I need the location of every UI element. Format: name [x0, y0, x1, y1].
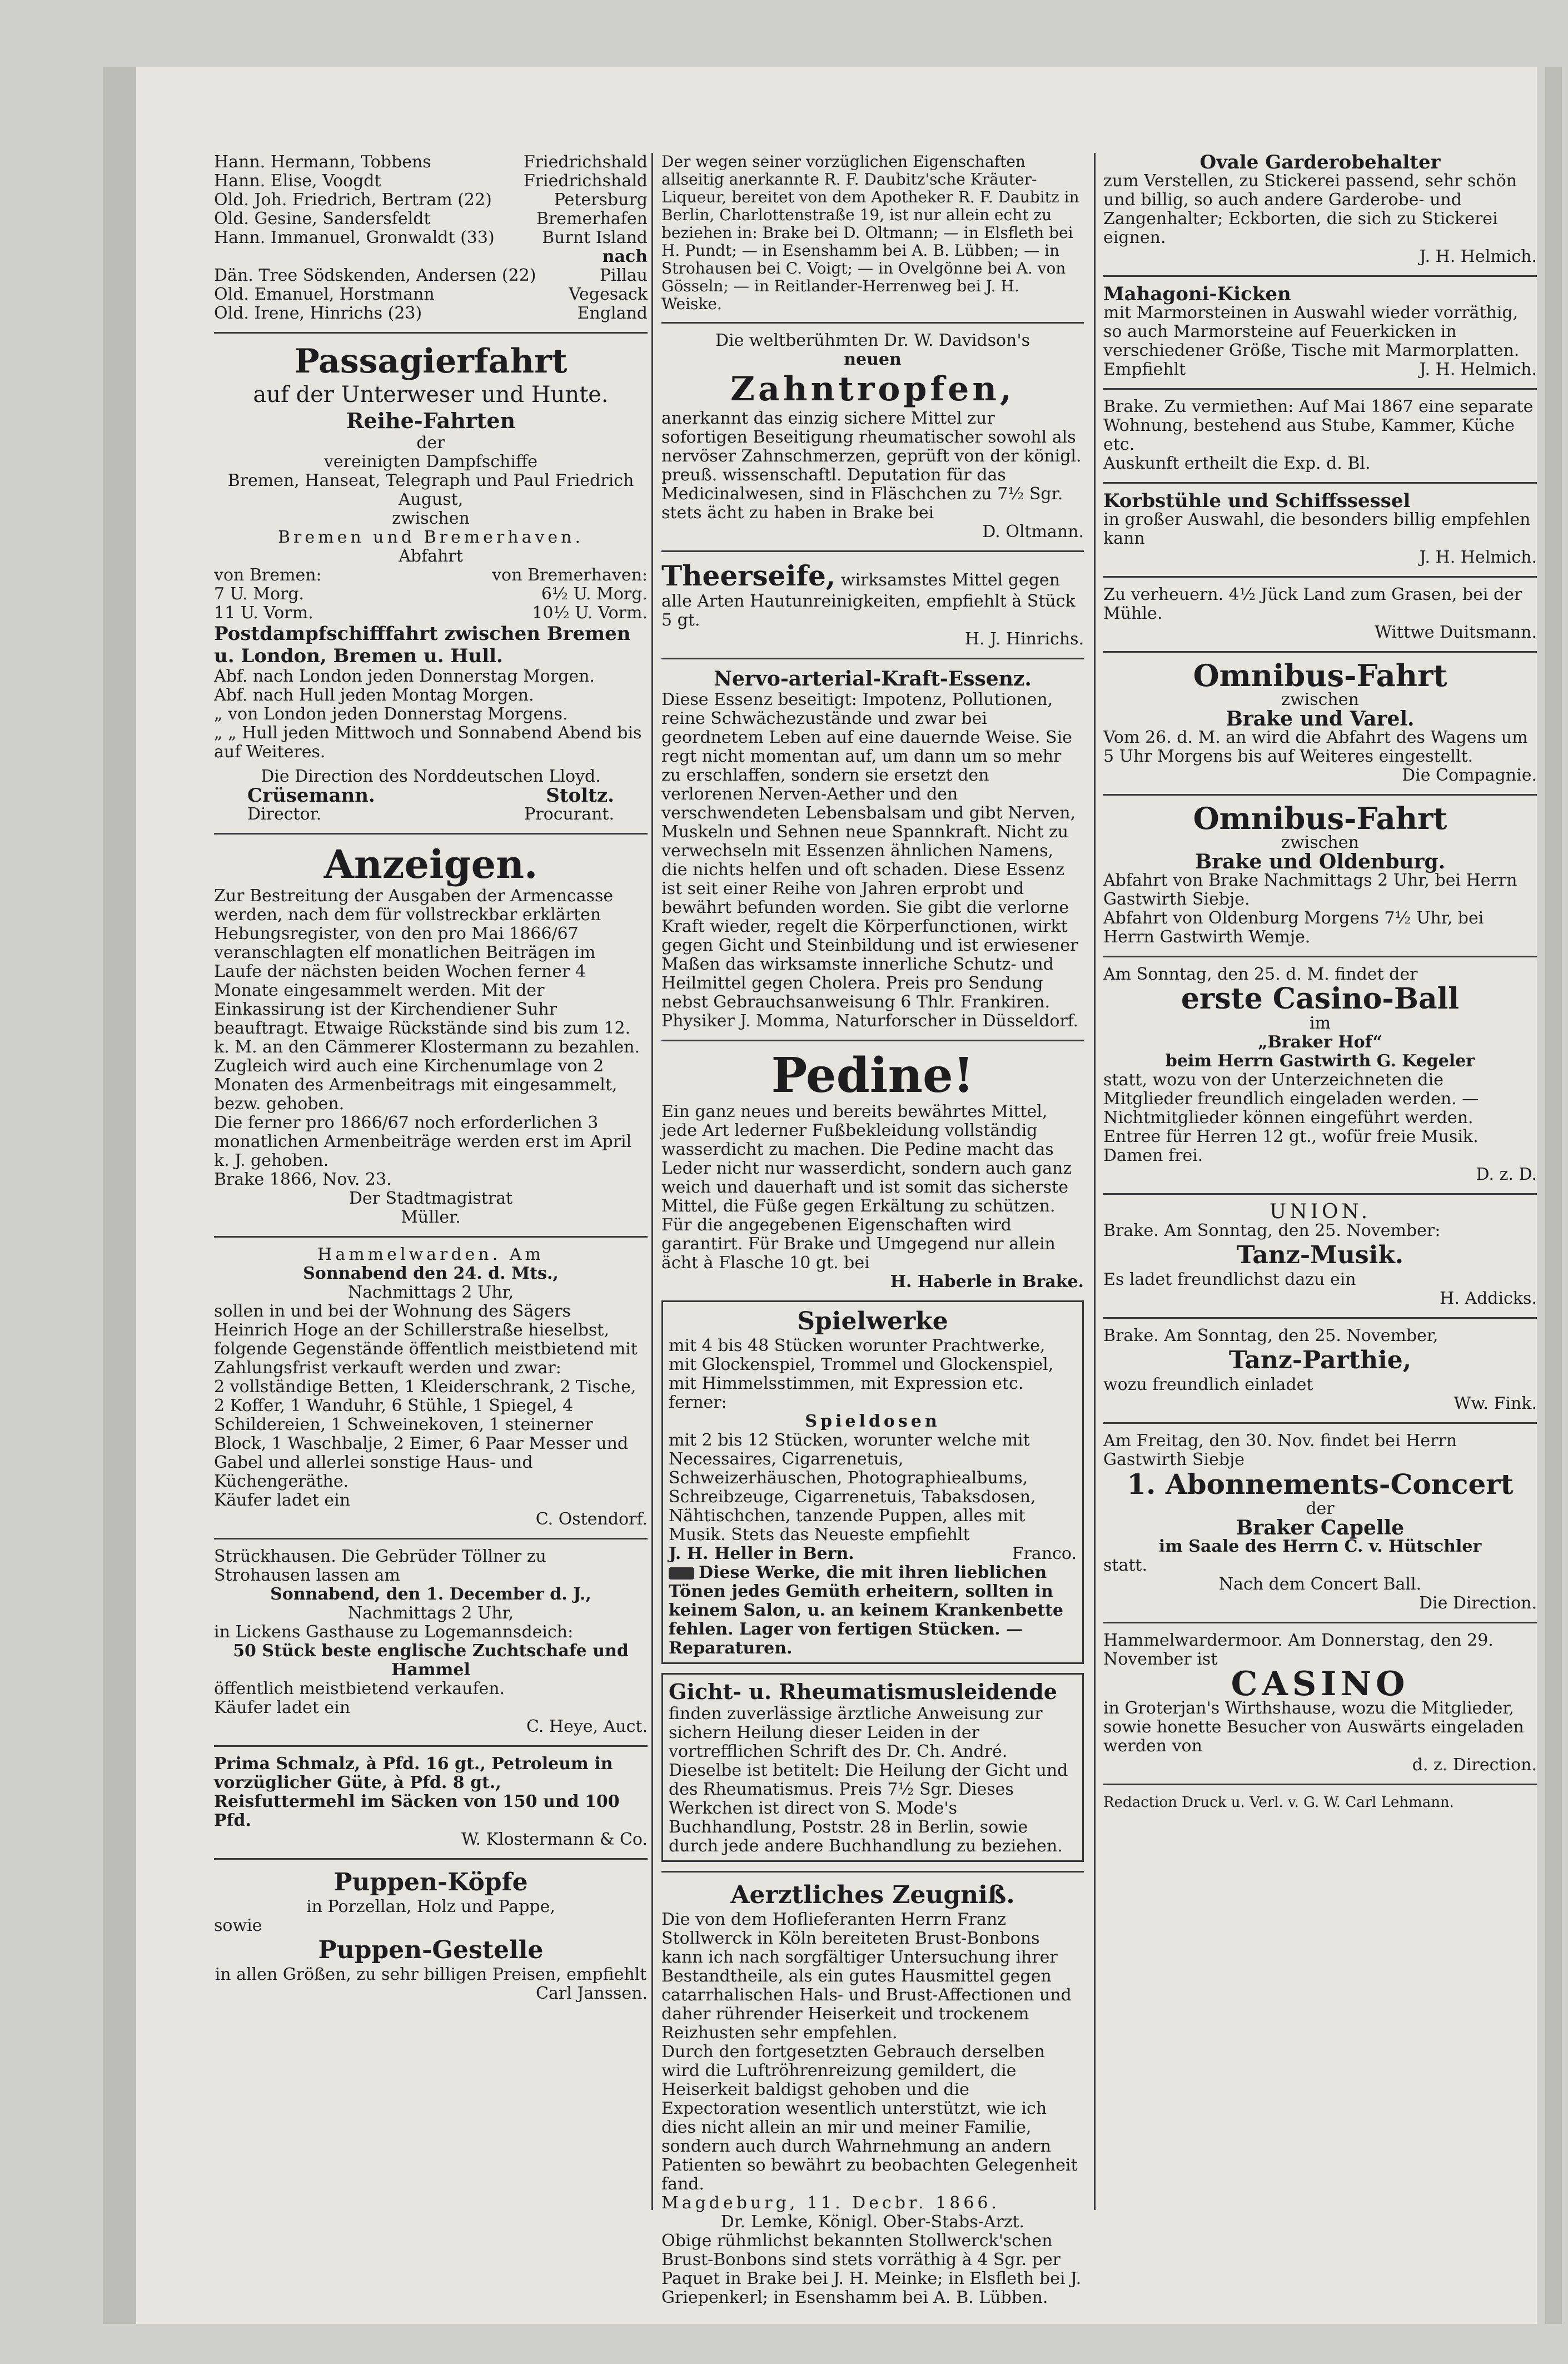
ship-port: Pillau [599, 266, 648, 285]
timetable-row: 7 U. Morg. 6½ U. Morg. [214, 584, 648, 604]
concert-pre: Am Freitag, den 30. Nov. findet bei Herrn Gastwirth Siebje [1103, 1431, 1457, 1469]
partie-text: wozu freundlich einladet [1103, 1375, 1313, 1394]
omni2-route: Brake und Oldenburg. [1194, 850, 1446, 873]
anzeigen-notice [214, 842, 648, 1227]
pedine-title: Pedine! [771, 1047, 974, 1104]
omni2-text2: Abfahrt von Oldenburg Morgens 7½ Uhr, bei Herrn Gastwirth Wemje. [1103, 908, 1484, 947]
gicht-text: finden zuverlässige ärztliche Anweisung zur sichern Heilung dieser Leiden in der vortrefflichen Schrift des Dr. Ch. André. Dieselbe ist betitelt: Die Heilung der Gicht und des Rheumatismus. Preis 7½ Sgr. Dieses Werkchen ist direct von S. Mode's Buchhandlung, Poststr. 28 in Berlin, sowie durch jede andere Buchhandlung zu beziehen. [669, 1704, 1068, 1856]
ovale-signer: J. H. Helmich. [1419, 247, 1537, 266]
casino2-text2: in Groterjan's Wirthshause, wozu die Mitglieder, sowie honette Besucher von Auswärts eingeladen werden von [1103, 1698, 1524, 1756]
timetable-header: von Bremen: von Bremerhaven: [214, 565, 648, 585]
theer-title: Theerseife, [661, 559, 836, 592]
page-edge-left [103, 67, 136, 2324]
union-ad [1103, 1200, 1537, 1308]
omni2-text: Abfahrt von Brake Nachmittags 2 Uhr, bei Herrn Gastwirth Siebje. [1103, 871, 1517, 909]
korb-title: Korbstühle und Schiffssessel [1103, 490, 1411, 512]
hammel-kaeufer: Käufer ladet ein [214, 1491, 351, 1510]
shipping-row [214, 247, 648, 266]
divider [1103, 956, 1537, 957]
omni2-zwischen: zwischen [1281, 833, 1359, 852]
partie-signer: Ww. Fink. [1453, 1394, 1537, 1413]
ship-port: Burnt Island [542, 228, 648, 247]
ship-name: Old. Irene, Hinrichs (23) [214, 304, 422, 323]
casino2-title: CASINO [1231, 1665, 1410, 1704]
anzeigen-signer: Der Stadtmagistrat [349, 1189, 513, 1208]
direction: Die Direction des Norddeutschen Lloyd. [261, 767, 601, 786]
schmalz-text: Prima Schmalz, à Pfd. 16 gt., Petroleum in vorzüglicher Güte, à Pfd. 8 gt., Reisfuttermehl im Säcken von 150 und 100 Pfd. [214, 1754, 620, 1830]
concert-ad [1103, 1432, 1537, 1613]
shipping-row [214, 229, 648, 247]
casino-title: erste Casino-Ball [1181, 982, 1460, 1016]
concert-hall: im Saale des Herrn C. v. Hütschler [1158, 1537, 1482, 1556]
divider [1103, 576, 1537, 578]
zahn-neuen: neuen [844, 350, 902, 369]
divider [661, 550, 1084, 552]
zahn-pre: Die weltberühmten Dr. W. Davidson's [715, 331, 1030, 350]
nervo-text: Diese Essenz beseitigt: Impotenz, Pollutionen, reine Schwächezustände und zwar bei geordnetem Leben auf eine dauernde Weise. Sie regt nicht momentan auf, um dann um so mehr zu erschlaffen, sondern sie ersetzt den verlorenen Nerven-Aether und den verschwendeten Lebensbalsam und gibt Nerven, Muskeln und Sehnen neue Spannkraft. Nicht zu verwechseln mit Essenzen ähnlichen Namens, die nichts helfen und oft schaden. Diese Essenz ist seit einer Reihe von Jahren erprobt und bewährt befunden worden. Sie gibt die verlorne Kraft wieder, regelt die Körperfunctionen, wirkt gegen Gicht und Steinbildung und ist erwiesener Maßen das wirksamste innerliche Schutz- und Heilmittel gegen Cholera. Preis pro Sendung nebst Gebrauchsanweisung 6 Thlr. Frankiren. Physiker J. Momma, Naturforscher in Düsseldorf. [661, 690, 1079, 1031]
union-signer: H. Addicks. [1440, 1289, 1537, 1308]
nervo-ad [661, 667, 1084, 1031]
partie-title: Tanz-Parthie, [1228, 1346, 1412, 1374]
ship-port: Vegesack [569, 285, 648, 304]
mahagoni-text: mit Marmorsteinen in Auswahl wieder vorräthig, so auch Marmorsteine auf Feuerkicken in verschiedener Größe, Tische mit Marmorplatten. [1103, 303, 1520, 360]
partie-line: Brake. Am Sonntag, den 25. November, [1103, 1326, 1438, 1345]
ship-name: Dän. Tree Södskenden, Andersen (22) [214, 266, 536, 285]
casino2-signer: d. z. Direction. [1412, 1755, 1537, 1775]
mahagoni-ad [1103, 285, 1537, 379]
zahn-signer: D. Oltmann. [982, 522, 1084, 542]
aerztlich-signer: Dr. Lemke, Königl. Ober-Stabs-Arzt. [720, 2212, 1025, 2232]
divider [1103, 1317, 1537, 1319]
anzeigen-place: Brake 1866, Nov. 23. [214, 1170, 392, 1189]
hammel-line1: Hammelwarden. Am [317, 1245, 544, 1264]
anzeigen-name: Müller. [401, 1208, 461, 1227]
ship-port: England [577, 304, 648, 323]
struck-text2: in Lickens Gasthause zu Logemannsdeich: [214, 1622, 574, 1642]
imprint: Redaction Druck u. Verl. v. G. W. Carl Lehmann. [1103, 1794, 1454, 1811]
divider [661, 322, 1084, 324]
spiel-text2: mit 2 bis 12 Stücken, worunter welche mit Necessaires, Cigarrenetuis, Schweizerhäuschen, Photographiealbums, Schreibzeuge, Cigarrenetuis, Tabaksdosen, Nähtischchen, tanzende Puppen, alles mit Musik. Stets das Neueste empfiehlt [669, 1431, 1036, 1544]
zahn-text: anerkannt das einzig sichere Mittel zur sofortigen Beseitigung rheumatischer sowohl als nervöser Zahnschmerzen, geprüft von der königl. preuß. wissenschaftl. Deputation für das Medicinalwesen, sind in Fläschchen zu 7½ Sgr. stets ächt zu haben in Brake bei [661, 409, 1082, 523]
struck-kaeufer: Käufer ladet ein [214, 1698, 351, 1717]
post-lines [214, 667, 648, 762]
union-line: Brake. Am Sonntag, den 25. November: [1103, 1221, 1441, 1240]
ship-port: Friedrichshald [523, 171, 648, 191]
reihe-title: Reihe-Fahrten [346, 408, 516, 433]
concert-der: der [1306, 1499, 1335, 1518]
mahagoni-title: Mahagoni-Kicken [1103, 283, 1291, 305]
divider [1103, 794, 1537, 796]
divider [661, 1040, 1084, 1041]
passagier-title: Passagierfahrt [294, 342, 568, 381]
casino-im: im [1309, 1014, 1331, 1033]
puppen-sub: in Porzellan, Holz und Pappe, [306, 1897, 555, 1916]
ovale-ad [1103, 153, 1537, 266]
divider [214, 833, 648, 835]
omni1-route: Brake und Varel. [1226, 707, 1415, 731]
omni1-zwischen: zwischen [1281, 690, 1359, 709]
omni1-text: Vom 26. d. M. an wird die Abfahrt des Wagens um 5 Uhr Morgens bis auf Weiteres eingestellt. [1103, 728, 1528, 766]
route: Bremen und Bremerhaven. [277, 528, 584, 547]
theer-signer: H. J. Hinrichs. [964, 629, 1084, 649]
divider [214, 1858, 648, 1860]
puppen-title2: Puppen-Gestelle [318, 1936, 544, 1964]
ship-name: Hann. Elise, Voogdt [214, 171, 381, 191]
ship-name: Old. Emanuel, Horstmann [214, 285, 435, 304]
ship-name: Hann. Hermann, Tobbens [214, 152, 431, 172]
divider [214, 1745, 648, 1747]
omni1-title: Omnibus-Fahrt [1193, 658, 1447, 693]
omnibus-oldenburg-ad [1103, 803, 1537, 947]
casino-text2: Entree für Herren 12 gt., wofür freie Musik. Damen frei. [1103, 1127, 1479, 1165]
der: der [416, 433, 445, 453]
vermieten-ad [1103, 398, 1537, 473]
schmalz-ad [214, 1755, 648, 1849]
omnibus-varel-ad [1103, 660, 1537, 785]
divider [1103, 1784, 1537, 1785]
aerztlich-text3: Obige rühmlichst bekannten Stollwerck'schen Brust-Bonbons sind stets vorräthig à 4 Sgr. per Paquet in Brake bei J. H. Meinke; in Elsfleth bei J. Griepenkerl; in Esenshamm bei A. B. Lübben. [661, 2231, 1082, 2307]
concert-ball: Nach dem Concert Ball. [1218, 1575, 1422, 1594]
aerztlich-title: Aerztliches Zeugniß. [730, 1881, 1015, 1909]
omni1-signer: Die Compagnie. [1402, 766, 1537, 785]
divider [661, 1871, 1084, 1873]
ship-port: nach [602, 247, 648, 266]
vermieten-note: Auskunft ertheilt die Exp. d. Bl. [1103, 454, 1371, 473]
aerztlich-place: Magdeburg, 11. Decbr. 1866. [661, 2193, 1000, 2213]
struck-signer: C. Heye, Auct. [526, 1717, 648, 1736]
divider [1103, 1193, 1537, 1195]
divider [1103, 1422, 1537, 1424]
shipping-row [214, 191, 648, 210]
aerztlich-text: Die von dem Hoflieferanten Herrn Franz Stollwerck in Köln bereiteten Brust-Bonbons kann ich nach sorgfältiger Untersuchung ihrer Bestandtheile, als ein gutes Hausmittel gegen catarrhalischen Hals- und Brust-Affectionen und daher rührender Heiserkeit und trockenem Reizhusten sehr empfehlen. [661, 1910, 1072, 2043]
shipping-row [214, 210, 648, 229]
ship-port: Bremerhafen [536, 209, 648, 229]
casino-host: beim Herrn Gastwirth G. Kegeler [1165, 1051, 1475, 1071]
post-line: „ von London jeden Donnerstag Morgens. [214, 704, 568, 724]
korb-ad [1103, 491, 1537, 567]
hammel-signer: C. Ostendorf. [535, 1509, 648, 1529]
vereinigten: vereinigten Dampfschiffe [323, 452, 538, 471]
casino-pre: Am Sonntag, den 25. d. M. findet der [1103, 965, 1418, 984]
verheuern-signer: Wittwe Duitsmann. [1375, 623, 1537, 642]
column-rule-1 [651, 153, 653, 2210]
timetable-row: 11 U. Vorm. 10½ U. Vorm. [214, 603, 648, 623]
divider [214, 1236, 648, 1238]
passagier-ad [214, 341, 648, 824]
hammel-date: Sonnabend den 24. d. Mts., [303, 1264, 559, 1283]
puppen-title: Puppen-Köpfe [333, 1868, 528, 1896]
spiel-title: Spielwerke [797, 1307, 948, 1335]
pedine-signer: H. Haberle in Brake. [890, 1272, 1084, 1292]
casino-ball-ad [1103, 965, 1537, 1184]
union-text: Es ladet freundlichst dazu ein [1103, 1270, 1356, 1289]
hammel-items: 2 vollständige Betten, 1 Kleiderschrank, 2 Tische, 2 Koffer, 1 Wanduhr, 6 Stühle, 1 Spiegel, 4 Schildereien, 1 Schweinekoven, 1 steinerner Block, 1 Waschbalje, 2 Eimer, 6 Paar Messer und Gabel und allerlei sonstige Haus- und Küchengeräthe. [214, 1377, 636, 1491]
puppen-ad [214, 1868, 648, 2003]
nervo-title: Nervo-arterial-Kraft-Essenz. [714, 667, 1032, 691]
mahagoni-empf: Empfiehlt [1103, 360, 1186, 379]
verheuern-ad [1103, 585, 1537, 642]
ovale-text: zum Verstellen, zu Stickerei passend, sehr schön und billig, so auch andere Garderobe- und Zangenhalter; Eckborten, die sich zu Stickerei eignen. [1103, 171, 1517, 247]
gicht-title: Gicht- u. Rheumatismusleidende [669, 1679, 1057, 1704]
korb-text: in großer Auswahl, die besonders billig empfehlen kann [1103, 510, 1531, 548]
hammel-time: Nachmittags 2 Uhr, [347, 1283, 514, 1302]
spiel-franco: Franco. [1012, 1544, 1077, 1563]
column-3 [1103, 153, 1537, 1812]
divider [214, 332, 648, 334]
casino-text: statt, wozu von der Unterzeichneten die Mitglieder freundlich eingeladen werden. — Nichtmitglieder können eingeführt werden. [1103, 1070, 1479, 1128]
divider [1103, 275, 1537, 277]
anzeigen-text2: Zugleich wird auch eine Kirchenumlage von 2 Monaten des Armenbeitrags mit eingesammelt, bezw. gehoben. [214, 1056, 618, 1114]
aerztlich-ad [661, 1880, 1084, 2307]
pedine-ad [661, 1049, 1084, 1292]
casino-hammel-ad [1103, 1631, 1537, 1775]
struck-auction [214, 1547, 648, 1736]
union-title: UNION. [1269, 1200, 1371, 1223]
korb-signer: J. H. Helmich. [1419, 548, 1537, 567]
pointing-hand-icon [669, 1567, 694, 1580]
vermieten-text: Brake. Zu vermiethen: Auf Mai 1867 eine separate Wohnung, bestehend aus Stube, Kammer, Küche etc. [1103, 397, 1534, 454]
aerztlich-text2: Durch den fortgesetzten Gebrauch derselben wird die Luftröhrenreizung gemildert, die Heiserkeit baldigst gehoben und die Expectoration wesentlich unterstützt, wie ich dies nicht allein an mir und meiner Familie, sondern auch durch Wahrnehmung an andern Patienten so bewährt zu beobachten Gelegenheit fand. [661, 2042, 1078, 2194]
schmalz-signer: W. Klostermann & Co. [461, 1830, 648, 1849]
shipping-row [214, 304, 648, 323]
shipping-row [214, 285, 648, 304]
puppen-signer: Carl Janssen. [536, 1984, 648, 2003]
mahagoni-signer-row [1103, 360, 1537, 379]
anzeigen-title: Anzeigen. [323, 841, 538, 887]
pedine-text: Ein ganz neues und bereits bewährtes Mittel, jede Art lederner Fußbekleidung vollständig wasserdicht zu machen. Die Pedine macht das Leder nicht nur wasserdicht, sondern auch ganz weich und dauerhaft und ist somit das sicherste Mittel, die Füße gegen Erkältung zu schützen. Für die angegebenen Eigenschaften wird garantirt. Für Brake und Umgegend nur allein ächt à Flasche 10 gt. bei [661, 1102, 1072, 1273]
ship-name: Old. Joh. Friedrich, Bertram (22) [214, 190, 492, 210]
divider [661, 658, 1084, 659]
ovale-title: Ovale Garderobehalter [1199, 151, 1441, 173]
struck-text: Strückhausen. Die Gebrüder Töllner zu Strohausen lassen am [214, 1547, 546, 1585]
column-rule-2 [1094, 153, 1096, 2210]
union-musik: Tanz-Musik. [1236, 1241, 1404, 1269]
ships: Bremen, Hanseat, Telegraph und Paul Friedrich August, [227, 471, 634, 509]
shipping-row [214, 266, 648, 285]
ship-name: Hann. Immanuel, Gronwaldt (33) [214, 228, 495, 247]
theer-ad [661, 560, 1084, 649]
struck-item: 50 Stück beste englische Zuchtschafe und Hammel [233, 1641, 629, 1680]
signature-roles: Director. Procurant. [247, 804, 614, 824]
concert-signer: Die Direction. [1418, 1593, 1537, 1613]
casino-signer: D. z. D. [1476, 1165, 1537, 1184]
concert-statt: statt. [1103, 1556, 1147, 1575]
spiel-text: mit 4 bis 48 Stücken worunter Prachtwerke, mit Glockenspiel, Trommel und Glockenspiel, mit Himmelsstimmen, mit Expression etc. ferner: [669, 1336, 1054, 1412]
zwischen: zwischen [392, 509, 470, 528]
divider [1103, 388, 1537, 390]
puppen-sowie: sowie [214, 1916, 262, 1935]
spiel-signer-row [669, 1544, 1077, 1563]
anzeigen-text: Zur Bestreitung der Ausgaben der Armencasse werden, nach dem für vollstreckbar erklärten Hebungsregister, von den pro Mai 1866/67 veranschlagten elf monatlichen Beiträgen im Laufe der nächsten beiden Wochen ferner 4 Monate eingesammelt werden. Mit der Einkassirung ist der Kirchendiener Suhr beauftragt. Etwaige Rückstände sind bis zum 12. k. M. an den Cämmerer Klostermann zu bezahlen. [214, 886, 640, 1057]
spiel-title2: Spieldosen [805, 1412, 940, 1431]
divider [1103, 651, 1537, 653]
casino-place: „Braker Hof“ [1258, 1032, 1382, 1052]
page-edge-right [1545, 67, 1562, 2324]
struck-date: Sonnabend, den 1. December d. J., [270, 1585, 591, 1604]
shipping-list [214, 153, 648, 323]
abfahrt: Abfahrt [399, 547, 463, 566]
gicht-ad [661, 1673, 1084, 1862]
ship-port: Friedrichshald [523, 152, 648, 172]
struck-time: Nachmittags 2 Uhr, [347, 1603, 514, 1623]
concert-title: 1. Abonnements-Concert [1127, 1468, 1514, 1501]
puppen-text: in allen Größen, zu sehr billigen Preisen, empfiehlt [215, 1965, 647, 1984]
hammel-auction [214, 1245, 648, 1529]
post-line: „ „ Hull jeden Mittwoch und Sonnabend Abend bis auf Weiteres. [214, 723, 642, 762]
zahn-ad [661, 331, 1084, 542]
liqueur-ad: Der wegen seiner vorzüglichen Eigenschaften allseitig anerkannte R. F. Daubitz'sche Kräuter-Liqueur, bereitet von dem Apotheker R. F. Daubitz in Berlin, Charlottenstraße 19, ist nur allein echt zu beziehen in: Brake bei D. Oltmann; — in Elsfleth bei H. Pundt; — in Esenshamm bei A. B. Lübben; — in Strohausen bei C. Voigt; — in Ovelgönne bei A. von Gösseln; — in Reitlander-Herrenweg bei J. H. Weiske. [661, 152, 1079, 313]
column-2 [661, 153, 1084, 2316]
column-1 [214, 153, 648, 2012]
anzeigen-text3: Die ferner pro 1866/67 noch erforderlichen 3 monatlichen Armenbeiträge werden erst im April k. J. gehoben. [214, 1113, 632, 1170]
divider [214, 1538, 648, 1539]
post-line: Abf. nach London jeden Donnerstag Morgen. [214, 667, 595, 686]
post-line: Abf. nach Hull jeden Montag Morgen. [214, 686, 534, 705]
divider [1103, 482, 1537, 484]
shipping-row [214, 153, 648, 172]
verheuern-text: Zu verheuern. 4½ Jück Land zum Grasen, bei der Mühle. [1103, 585, 1522, 623]
ship-name: Old. Gesine, Sandersfeldt [214, 209, 431, 229]
spiel-signer: J. H. Heller in Bern. [669, 1544, 854, 1563]
shipping-row [214, 172, 648, 191]
spiel-text3: Diese Werke, die mit ihren lieblichen Tönen jedes Gemüth erheitern, sollten in keinem Salon, u. an keinem Krankenbette fehlen. Lager von fertigen Stücken. — Reparaturen. [669, 1563, 1063, 1658]
post-title: Postdampfschifffahrt zwischen Bremen u. London, Bremen u. Hull. [214, 623, 631, 667]
omni2-title: Omnibus-Fahrt [1193, 801, 1447, 836]
signatures: Crüsemann. Stoltz. [247, 784, 614, 807]
ship-port: Petersburg [554, 190, 648, 210]
theer-text: wirksamstes Mittel gegen alle Arten Hautunreinigkeiten, empfiehlt à Stück 5 gt. [661, 570, 1076, 630]
divider [1103, 1622, 1537, 1623]
casino2-text: Hammelwardermoor. Am Donnerstag, den 29. November ist [1103, 1631, 1494, 1669]
spielwerke-ad [661, 1300, 1084, 1664]
hammel-text: sollen in und bei der Wohnung des Sägers Heinrich Hoge an der Schillerstraße hieselbst, folgende Gegenstände öffentlich meistbietend mit Zahlungsfrist verkauft werden und zwar: [214, 1302, 638, 1378]
partie-ad [1103, 1327, 1537, 1413]
struck-text3: öffentlich meistbietend verkaufen. [214, 1679, 505, 1698]
zahn-title: Zahntropfen, [730, 370, 1015, 409]
concert-capelle: Braker Capelle [1236, 1516, 1405, 1539]
mahagoni-signer: J. H. Helmich. [1419, 360, 1537, 379]
passagier-subtitle: auf der Unterweser und Hunte. [253, 382, 609, 408]
